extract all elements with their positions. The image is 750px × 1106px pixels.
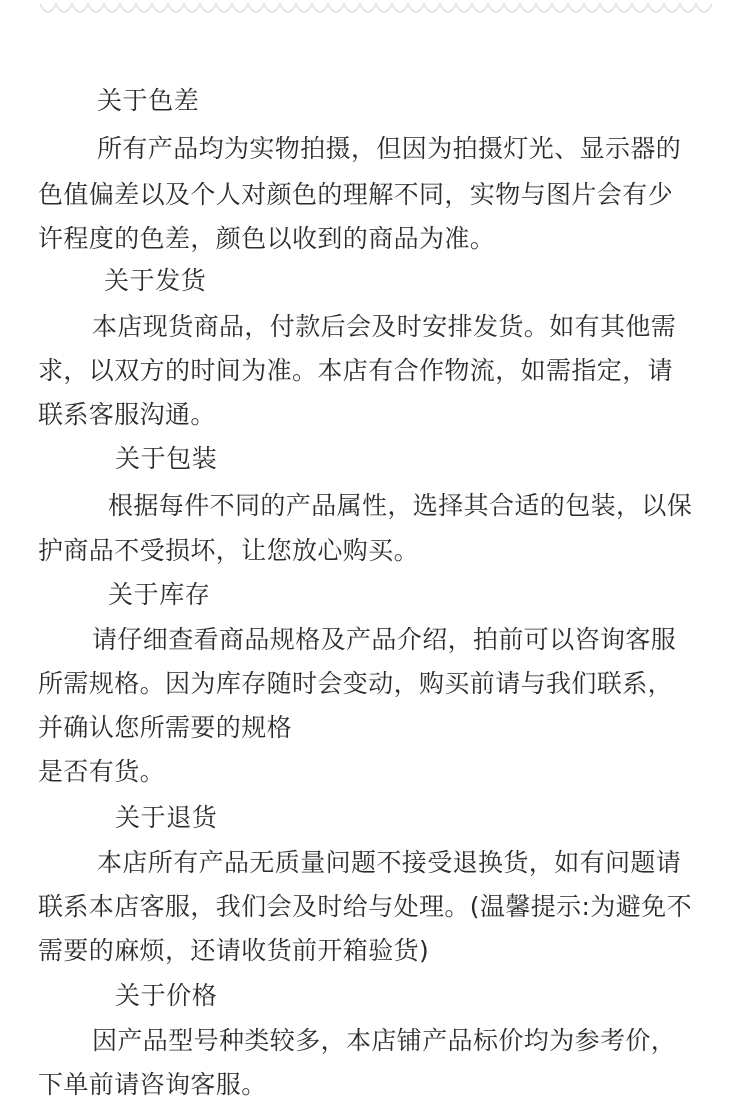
section-heading-returns: 关于退货 [115,803,218,832]
paragraph-line: 所需规格。因为库存随时会变动，购买前请与我们联系， [38,669,674,698]
paragraph-line: 本店现货商品，付款后会及时安排发货。如有其他需 [92,312,677,341]
paragraph-line: 护商品不受损坏，让您放心购买。 [38,536,420,565]
section-heading-packaging: 关于包装 [115,444,218,473]
paragraph-line: 根据每件不同的产品属性，选择其合适的包装，以保 [108,491,693,520]
section-heading-color-difference: 关于色差 [97,86,200,115]
paragraph-line: 色值偏差以及个人对颜色的理解不同，实物与图片会有少 [38,180,674,209]
section-heading-shipping: 关于发货 [104,266,207,295]
paragraph-line: 联系本店客服，我们会及时给与处理。(温馨提示:为避免不 [38,892,692,921]
paragraph-line: 下单前请咨询客服。 [38,1070,267,1099]
section-heading-price: 关于价格 [115,981,218,1010]
paragraph-line: 请仔细查看商品规格及产品介绍，拍前可以咨询客服 [92,625,677,654]
paragraph-line: 许程度的色差，颜色以收到的商品为准。 [38,224,496,253]
paragraph-line: 本店所有产品无质量问题不接受退换货，如有问题请 [97,848,682,877]
paragraph-line: 求，以双方的时间为准。本店有合作物流，如需指定，请 [38,356,674,385]
paragraph-line: 需要的麻烦，还请收货前开箱验货) [38,936,430,965]
paragraph-line: 因产品型号种类较多，本店铺产品标价均为参考价， [92,1026,677,1055]
paragraph-line: 并确认您所需要的规格 [38,713,293,742]
paragraph-line: 联系客服沟通。 [38,400,216,429]
section-heading-stock: 关于库存 [108,580,211,609]
paragraph-line: 是否有货。 [38,757,166,786]
paragraph-line: 所有产品均为实物拍摄，但因为拍摄灯光、显示器的 [97,134,682,163]
